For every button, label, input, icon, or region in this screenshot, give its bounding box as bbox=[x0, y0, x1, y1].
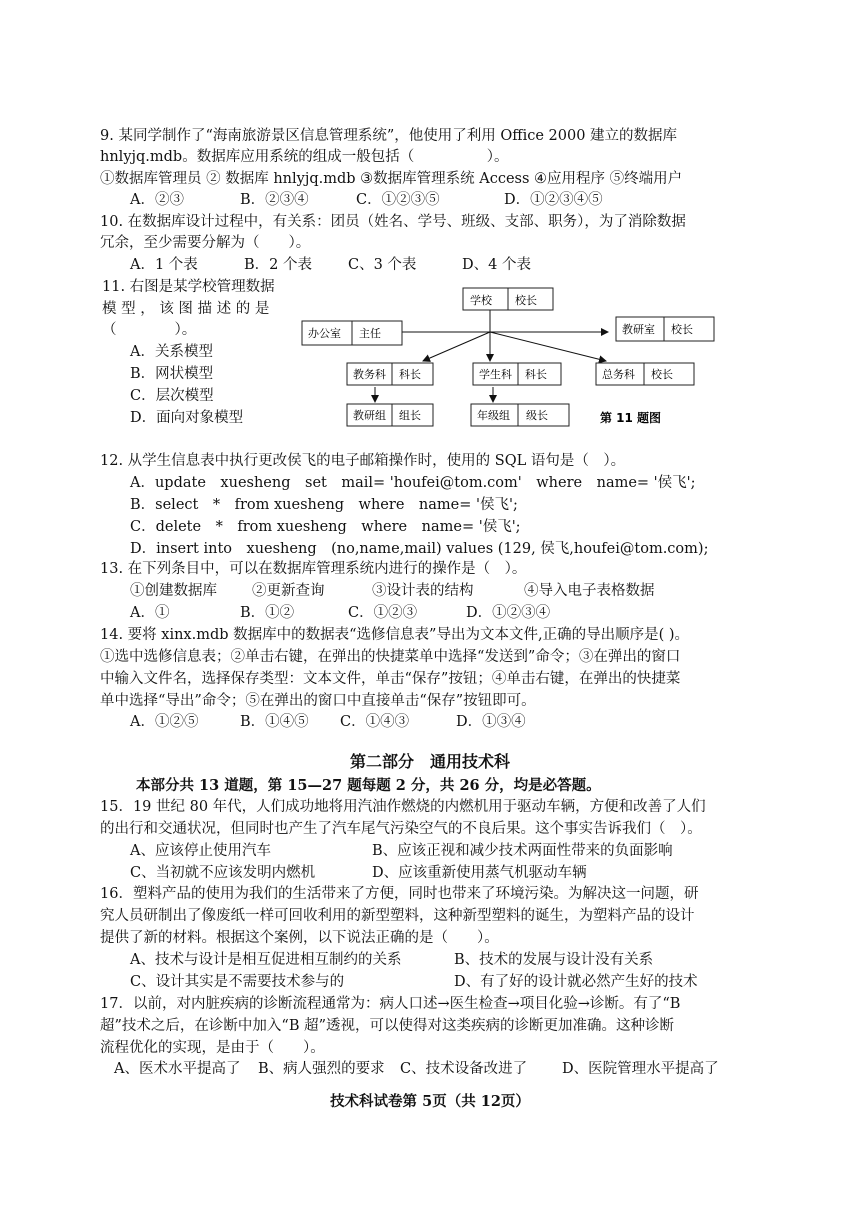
q17-option-d: D、医院管理水平提高了 bbox=[562, 1061, 719, 1077]
q9-option-a: A．②③ bbox=[130, 192, 184, 208]
node-general-affairs-head: 校长 bbox=[651, 368, 673, 381]
part2-note: 本部分共 13 道题，第 15—27 题每题 2 分，共 26 分，均是必答题。 bbox=[136, 777, 601, 794]
q10-option-a: A．1 个表 bbox=[130, 257, 198, 273]
node-academic-affairs-label: 教务科 bbox=[353, 368, 386, 381]
q15-option-a: A、应该停止使用汽车 bbox=[130, 843, 271, 859]
q10-option-c: C、3 个表 bbox=[348, 257, 417, 273]
q9-option-b: B．②③④ bbox=[240, 192, 309, 208]
q13-item-4: ④导入电子表格数据 bbox=[524, 583, 655, 599]
q16-option-c: C、设计其实是不需要技术参与的 bbox=[130, 974, 345, 990]
q16-option-b: B、技术的发展与设计没有关系 bbox=[454, 952, 654, 968]
hierarchy-diagram bbox=[290, 280, 730, 430]
q9-option-d: D．①②③④⑤ bbox=[504, 192, 603, 208]
q11-line3: （ ）。 bbox=[102, 322, 197, 338]
node-student-affairs bbox=[473, 363, 561, 385]
part2-title: 第二部分 通用技术科 bbox=[349, 752, 510, 771]
page-footer: 技术科试卷第 5页（共 12页） bbox=[330, 1093, 530, 1110]
q14-line2: ①选中选修信息表；②单击右键，在弹出的快捷菜单中选择“发送到”命令；③在弹出的窗口 bbox=[100, 649, 681, 665]
node-grade-group-head: 级长 bbox=[526, 409, 548, 422]
q13-option-a: A．① bbox=[130, 605, 170, 621]
node-research-office-head: 校长 bbox=[671, 323, 693, 336]
q13-item-1: ①创建数据库 bbox=[130, 583, 217, 599]
q10-option-b: B．2 个表 bbox=[244, 257, 312, 273]
q11-option-d: D．面向对象模型 bbox=[130, 410, 244, 426]
node-grade-group-label: 年级组 bbox=[477, 409, 510, 422]
q15-option-b: B、应该正视和减少技术两面性带来的负面影响 bbox=[372, 843, 673, 859]
q13-item-2: ②更新查询 bbox=[252, 583, 325, 599]
q14-option-a: A．①②⑤ bbox=[130, 714, 199, 730]
q16-option-d: D、有了好的设计就必然产生好的技术 bbox=[454, 974, 698, 990]
q14-line3: 中输入文件名，选择保存类型：文本文件，单击“保存”按钮；④单击右键，在弹出的快捷菜 bbox=[100, 671, 681, 687]
q17-option-a: A、医术水平提高了 bbox=[114, 1061, 241, 1077]
q14-line1: 14. 要将 xinx.mdb 数据库中的数据表“选修信息表”导出为文本文件,正确的导出顺序是( )。 bbox=[100, 627, 689, 643]
q16-line3: 提供了新的材料。根据这个案例，以下说法正确的是（ ）。 bbox=[100, 930, 499, 946]
q9-line2: hnlyjq.mdb。数据库应用系统的组成一般包括（ ）。 bbox=[100, 149, 509, 165]
q12-option-c: C．delete * from xuesheng where name= '侯飞'; bbox=[130, 519, 521, 535]
q9-line3: ①数据库管理员 ② 数据库 hnlyjq.mdb ③数据库管理系统 Access ④应用程序 ⑤终端用户 bbox=[100, 171, 683, 187]
node-office-label: 办公室 bbox=[308, 327, 341, 340]
node-school-head: 校长 bbox=[515, 294, 537, 307]
q10-line1: 10. 在数据库设计过程中，有关系：团员（姓名、学号、班级、支部、职务），为了消除数据 bbox=[100, 214, 686, 230]
q14-option-c: C．①④③ bbox=[340, 714, 410, 730]
q17-line3: 流程优化的实现，是由于（ ）。 bbox=[100, 1040, 325, 1056]
node-research-office bbox=[616, 317, 714, 341]
q11-line2: 模 型 ， 该 图 描 述 的 是 bbox=[102, 301, 270, 317]
q14-option-b: B．①④⑤ bbox=[240, 714, 309, 730]
node-grade-group bbox=[471, 404, 569, 426]
q16-line2: 究人员研制出了像废纸一样可回收利用的新型塑料，这种新型塑料的诞生，为塑料产品的设计 bbox=[100, 908, 695, 924]
q14-option-d: D．①③④ bbox=[456, 714, 526, 730]
q9-line1: 9. 某同学制作了“海南旅游景区信息管理系统”，他使用了利用 Office 2000 建立的数据库 bbox=[100, 128, 678, 144]
q16-line1: 16．塑料产品的使用为我们的生活带来了方便，同时也带来了环境污染。为解决这一问题，研 bbox=[100, 886, 699, 902]
node-academic-affairs-head: 科长 bbox=[399, 368, 421, 381]
node-teaching-group-head: 组长 bbox=[399, 409, 421, 422]
q16-option-a: A、技术与设计是相互促进相互制约的关系 bbox=[130, 952, 402, 968]
q14-line4: 单中选择“导出”命令；⑤在弹出的窗口中直接单击“保存”按钮即可。 bbox=[100, 693, 536, 709]
q12-option-d: D．insert into xuesheng (no,name,mail) values (129, 侯飞,houfei@tom.com); bbox=[130, 541, 709, 557]
node-teaching-group bbox=[347, 404, 433, 426]
q11-option-c: C．层次模型 bbox=[130, 388, 214, 404]
node-school-label: 学校 bbox=[470, 294, 492, 307]
q9-option-c: C．①②③⑤ bbox=[356, 192, 440, 208]
q12-option-b: B．select * from xuesheng where name= '侯飞'; bbox=[130, 497, 518, 513]
q10-line2: 冗余，至少需要分解为（ ）。 bbox=[100, 235, 311, 251]
q15-option-d: D、应该重新使用蒸气机驱动车辆 bbox=[372, 865, 587, 881]
q15-line2: 的出行和交通状况，但同时也产生了汽车尾气污染空气的不良后果。这个事实告诉我们（ ）。 bbox=[100, 821, 702, 837]
q11-line1: 11. 右图是某学校管理数据 bbox=[102, 279, 275, 295]
q11-option-a: A．关系模型 bbox=[130, 344, 213, 360]
q17-line2: 超”技术之后，在诊断中加入“B 超”透视，可以使得对这类疾病的诊断更加准确。这种诊断 bbox=[100, 1018, 674, 1034]
q10-option-d: D、4 个表 bbox=[462, 257, 531, 273]
q12-line1: 12. 从学生信息表中执行更改侯飞的电子邮箱操作时，使用的 SQL 语句是（ ）。 bbox=[100, 453, 626, 469]
q13-option-c: C．①②③ bbox=[348, 605, 418, 621]
q11-option-b: B．网状模型 bbox=[130, 366, 214, 382]
node-student-affairs-head: 科长 bbox=[525, 368, 547, 381]
q17-option-c: C、技术设备改进了 bbox=[400, 1061, 528, 1077]
q13-option-b: B．①② bbox=[240, 605, 295, 621]
node-school bbox=[463, 288, 553, 310]
q12-option-a: A．update xuesheng set mail= 'houfei@tom.com' where name= '侯飞'; bbox=[130, 475, 696, 491]
q13-line1: 13. 在下列条目中，可以在数据库管理系统内进行的操作是（ ）。 bbox=[100, 561, 527, 577]
q13-option-d: D．①②③④ bbox=[466, 605, 551, 621]
node-research-office-label: 教研室 bbox=[622, 323, 655, 336]
node-office-head: 主任 bbox=[359, 327, 381, 340]
node-student-affairs-label: 学生科 bbox=[479, 368, 512, 381]
node-general-affairs-label: 总务科 bbox=[602, 368, 635, 381]
node-academic-affairs bbox=[347, 363, 433, 385]
q17-line1: 17．以前，对内脏疾病的诊断流程通常为：病人口述→医生检查→项目化验→诊断。有了“B bbox=[100, 996, 681, 1012]
diagram-caption: 第 11 题图 bbox=[600, 411, 662, 425]
q17-option-b: B、病人强烈的要求 bbox=[258, 1061, 385, 1077]
q15-line1: 15．19 世纪 80 年代，人们成功地将用汽油作燃烧的内燃机用于驱动车辆，方便和改善了人们 bbox=[100, 799, 706, 815]
node-office bbox=[302, 321, 402, 345]
node-teaching-group-label: 教研组 bbox=[353, 409, 386, 422]
q13-item-3: ③设计表的结构 bbox=[372, 583, 474, 599]
node-general-affairs bbox=[596, 363, 694, 385]
q15-option-c: C、当初就不应该发明内燃机 bbox=[130, 865, 316, 881]
